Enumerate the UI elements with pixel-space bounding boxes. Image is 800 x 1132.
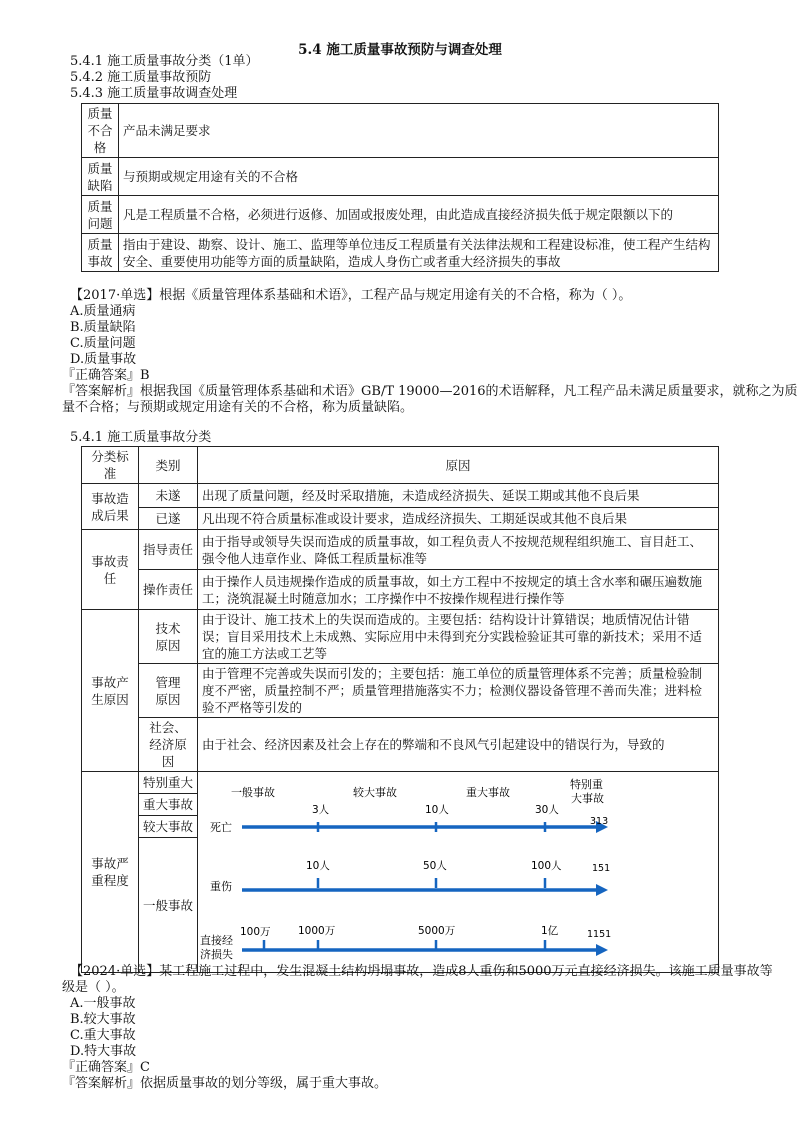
definition-desc: 与预期或规定用途有关的不合格 [119, 158, 719, 196]
correct-answer: 『正确答案』C [62, 1060, 150, 1075]
reason-cell: 由于设计、施工技术上的失误而造成的。主要包括：结构设计计算错误；地质情况估计错误；盲目采用技术上未成熟、实际应用中未得到充分实践检验证其可靠的新技术；采用不适宜的施工方法或工艺等 [198, 610, 719, 664]
tick-label: 3人 [312, 804, 330, 816]
tick-label: 30人 [535, 804, 559, 816]
definition-term: 质量事故 [82, 234, 119, 272]
correct-answer: 『正确答案』B [62, 368, 150, 383]
reason-cell: 由于操作人员违规操作造成的质量事故，如土方工程中不按规定的填土含水率和碾压遍数施工；浇筑混凝土时随意加水；工序操作中不按操作规程进行操作等 [198, 570, 719, 610]
severity-diagram-cell [198, 772, 719, 973]
question-stem: 【2017·单选】根据《质量管理体系基础和术语》，工程产品与规定用途有关的不合格，称为（ ）。 [70, 288, 632, 303]
option-b: B.质量缺陷 [70, 320, 136, 335]
reason-cell: 凡出现不符合质量标准或设计要求，造成经济损失、工期延误或其他不良后果 [198, 508, 719, 530]
reason-cell: 由于指导或领导失误而造成的质量事故，如工程负责人不按规范规程组织施工、盲目赶工、强令他人违章作业、降低工程质量标准等 [198, 530, 719, 570]
category-label: 事故产生原因 [82, 610, 139, 772]
option-d: D.质量事故 [70, 352, 137, 367]
zone-label-extreme-2: 大事故 [571, 792, 604, 805]
definition-term: 质量问题 [82, 196, 119, 234]
reason-cell: 出现了质量问题，经及时采取措施，未造成经济损失、延误工期或其他不良后果 [198, 484, 719, 508]
toc-item: 5.4.3 施工质量事故调查处理 [70, 86, 238, 101]
type-cell: 重大事故 [138, 794, 197, 816]
category-label: 事故责任 [82, 530, 139, 610]
option-c: C.重大事故 [70, 1028, 136, 1043]
definition-table [81, 103, 719, 272]
option-d: D.特大事故 [70, 1044, 137, 1059]
type-cell: 一般事故 [138, 838, 197, 973]
reason-cell: 由于管理不完善或失误而引发的；主要包括：施工单位的质量管理体系不完善；质量检验制度不严密，质量控制不严；质量管理措施落实不力；检测仪器设备管理不善而失准；进料检验不严格等引发的 [198, 664, 719, 718]
class-row [82, 610, 719, 664]
tick-label: 50人 [423, 860, 447, 872]
answer-analysis: 『答案解析』根据我国《质量管理体系基础和术语》GB/T 19000—2016的术语解释，凡工程产品未满足质量要求，就称之为质 [62, 384, 798, 399]
zone-label-extreme-1: 特别重 [570, 778, 603, 791]
class-row [82, 664, 719, 718]
class-row [82, 530, 719, 570]
option-a: A.一般事故 [70, 996, 136, 1011]
zone-label-major: 重大事故 [466, 786, 510, 799]
tick-label: 5000万 [418, 925, 456, 937]
toc-item: 5.4.2 施工质量事故预防 [70, 70, 212, 85]
axis-label-loss-cont: 济损失 [200, 948, 233, 961]
tick-label: 1亿 [541, 925, 559, 937]
header-cell: 分类标准 [82, 447, 139, 484]
option-a: A.质量通病 [70, 304, 136, 319]
class-row [82, 508, 719, 530]
tick-label: 10人 [425, 804, 449, 816]
type-cell: 操作责任 [138, 570, 197, 610]
definition-row [82, 196, 719, 234]
header-cell: 类别 [138, 447, 197, 484]
definition-desc: 产品未满足要求 [119, 104, 719, 158]
header-cell: 原因 [198, 447, 719, 484]
axis-label-injury: 重伤 [210, 880, 232, 893]
type-cell: 未遂 [138, 484, 197, 508]
header-row [82, 447, 719, 484]
end-number: 313 [590, 816, 609, 827]
axis-label-death: 死亡 [210, 821, 232, 834]
injury-axis-arrow [596, 884, 608, 896]
definition-row [82, 158, 719, 196]
type-cell: 特别重大 [138, 772, 197, 794]
definition-term: 质量缺陷 [82, 158, 119, 196]
category-label: 事故严重程度 [82, 772, 139, 973]
class-row [82, 772, 719, 794]
section-title: 5.4 施工质量事故预防与调查处理 [298, 42, 502, 58]
zone-label-larger: 较大事故 [353, 786, 397, 799]
option-b: B.较大事故 [70, 1012, 136, 1027]
tick-label: 1000万 [298, 925, 336, 937]
category-label: 事故造成后果 [82, 484, 139, 530]
class-row [82, 718, 719, 772]
question-stem: 【2024·单选】某工程施工过程中，发生混凝土结构坍塌事故，造成8人重伤和5000万元直接经济损失。该施工质量事故等 [70, 964, 773, 979]
type-cell: 管理原因 [138, 664, 197, 718]
severity-diagram [198, 772, 718, 972]
loss-axis-arrow [596, 944, 608, 956]
definition-desc: 指由于建设、勘察、设计、施工、监理等单位违反工程质量有关法律法规和工程建设标准，使工程产生结构安全、重要使用功能等方面的质量缺陷，造成人身伤亡或者重大经济损失的事故 [119, 234, 719, 272]
definition-term: 质量不合格 [82, 104, 119, 158]
definition-row [82, 104, 719, 158]
toc-item: 5.4.1 施工质量事故分类（1单） [70, 54, 259, 69]
type-cell: 较大事故 [138, 816, 197, 838]
type-cell: 社会、经济原因 [138, 718, 197, 772]
axis-label-loss: 直接经 [200, 934, 233, 947]
type-cell: 已遂 [138, 508, 197, 530]
answer-analysis: 『答案解析』依据质量事故的划分等级，属于重大事故。 [62, 1076, 388, 1091]
class-row [82, 570, 719, 610]
answer-analysis-cont: 量不合格；与预期或规定用途有关的不合格，称为质量缺陷。 [62, 400, 414, 415]
section-heading: 5.4.1 施工质量事故分类 [70, 430, 212, 445]
class-row [82, 484, 719, 508]
type-cell: 技术原因 [138, 610, 197, 664]
option-c: C.质量问题 [70, 336, 136, 351]
definition-row [82, 234, 719, 272]
tick-label: 100万 [240, 926, 271, 938]
zone-label-general: 一般事故 [231, 786, 275, 799]
end-number: 151 [592, 863, 611, 874]
tick-label: 10人 [306, 860, 330, 872]
question-stem-cont: 级是（ ）。 [62, 980, 125, 995]
end-number: 1151 [587, 929, 612, 940]
classification-table [81, 446, 719, 973]
tick-label: 100人 [531, 860, 562, 872]
type-cell: 指导责任 [138, 530, 197, 570]
definition-desc: 凡是工程质量不合格，必须进行返修、加固或报废处理，由此造成直接经济损失低于规定限额以下的 [119, 196, 719, 234]
reason-cell: 由于社会、经济因素及社会上存在的弊端和不良风气引起建设中的错误行为，导致的 [198, 718, 719, 772]
